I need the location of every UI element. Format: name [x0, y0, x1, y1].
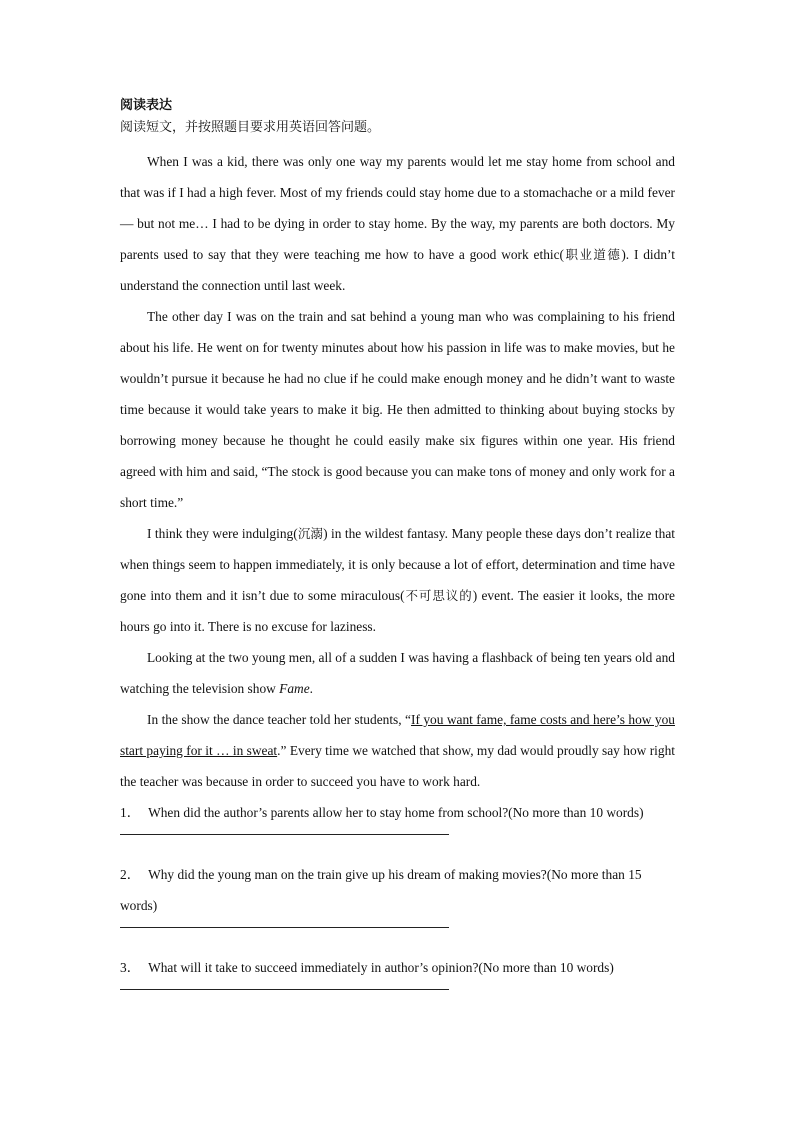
p3-cjk-gloss-2: 不可思议的 — [404, 588, 473, 603]
p5-text-b: .” Every time we watched that show, my dad would proudly say how right the teacher was because in order to succeed you have to work hard. — [120, 743, 675, 789]
p4-text-a: Looking at the two young men, all of a sudden I was having a flashback of being ten years old and watching the television show — [120, 650, 675, 696]
question-3 — [120, 952, 675, 983]
question-text: Why did the young man on the train give up his dream of making movies?(No more than 15 words) — [120, 867, 642, 913]
answer-line-1[interactable] — [120, 834, 449, 835]
question-2 — [120, 859, 675, 921]
p5-underlined-quote: If you want fame, fame costs and here’s how you start paying for it … in sweat — [120, 712, 675, 758]
reading-passage — [120, 146, 675, 797]
passage-paragraph-2: The other day I was on the train and sat behind a young man who was complaining to his friend about his life. He went on for twenty minutes about how his passion in life was to make movies, but he wouldn’t pursue it because he had no clue if he could make enough money and he didn’t want to waste time because it would take years to make it big. He then admitted to thinking about buying stocks by borrowing money because he thought he could easily make six figures within one year. His friend agreed with him and said, “The stock is good because you can make tons of money and only work for a short time.” — [120, 309, 675, 510]
p1-text-b: ). I didn’t understand the connection until last week. — [120, 247, 675, 293]
p5-text-a: In the show the dance teacher told her students, “ — [147, 712, 411, 727]
p1-text-a: When I was a kid, there was only one way my parents would let me stay home from school and that was if I had a high fever. Most of my friends could stay home due to a stomachache or a mild fever — but not me… I had to be dying in order to stay home. By the way, my parents are both doctors. My parents used to say that they were teaching me how to have a good work ethic( — [120, 154, 675, 262]
questions-list — [120, 797, 675, 990]
p3-text-c: ) event. The easier it looks, the more hours go into it. There is no excuse for laziness. — [120, 588, 675, 634]
p4-text-b: . — [309, 681, 314, 696]
question-item — [120, 952, 675, 990]
p4-show-title: Fame — [279, 681, 310, 696]
question-text: When did the author’s parents allow her to stay home from school?(No more than 10 words) — [148, 805, 644, 820]
question-number: 1． — [120, 805, 141, 820]
p3-cjk-gloss-1: 沉溺 — [297, 526, 324, 541]
question-1 — [120, 797, 675, 828]
section-heading: 阅读表达 — [120, 98, 173, 113]
question-number: 3． — [120, 960, 141, 975]
answer-line-3[interactable] — [120, 989, 449, 990]
question-number: 2． — [120, 867, 141, 882]
worksheet-page — [120, 96, 675, 1014]
passage-paragraph-3 — [120, 518, 675, 642]
passage-paragraph-4 — [120, 642, 675, 704]
question-item — [120, 859, 675, 928]
section-instruction: 阅读短文，并按照题目要求用英语回答问题。 — [120, 120, 381, 135]
p3-text-b: ) in the wildest fantasy. Many people these days don’t realize that when things seem to happen immediately, it is only because a lot of effort, determination and time have gone into them and it isn’t due to some miraculous( — [120, 526, 675, 603]
question-text: What will it take to succeed immediately in author’s opinion?(No more than 10 words) — [148, 960, 614, 975]
p1-cjk-gloss: 职业道德 — [564, 247, 622, 262]
question-item — [120, 797, 675, 835]
answer-line-2[interactable] — [120, 927, 449, 928]
p3-text-a: I think they were indulging( — [147, 526, 298, 541]
passage-paragraph-5 — [120, 704, 675, 797]
passage-paragraph-1 — [120, 146, 675, 301]
